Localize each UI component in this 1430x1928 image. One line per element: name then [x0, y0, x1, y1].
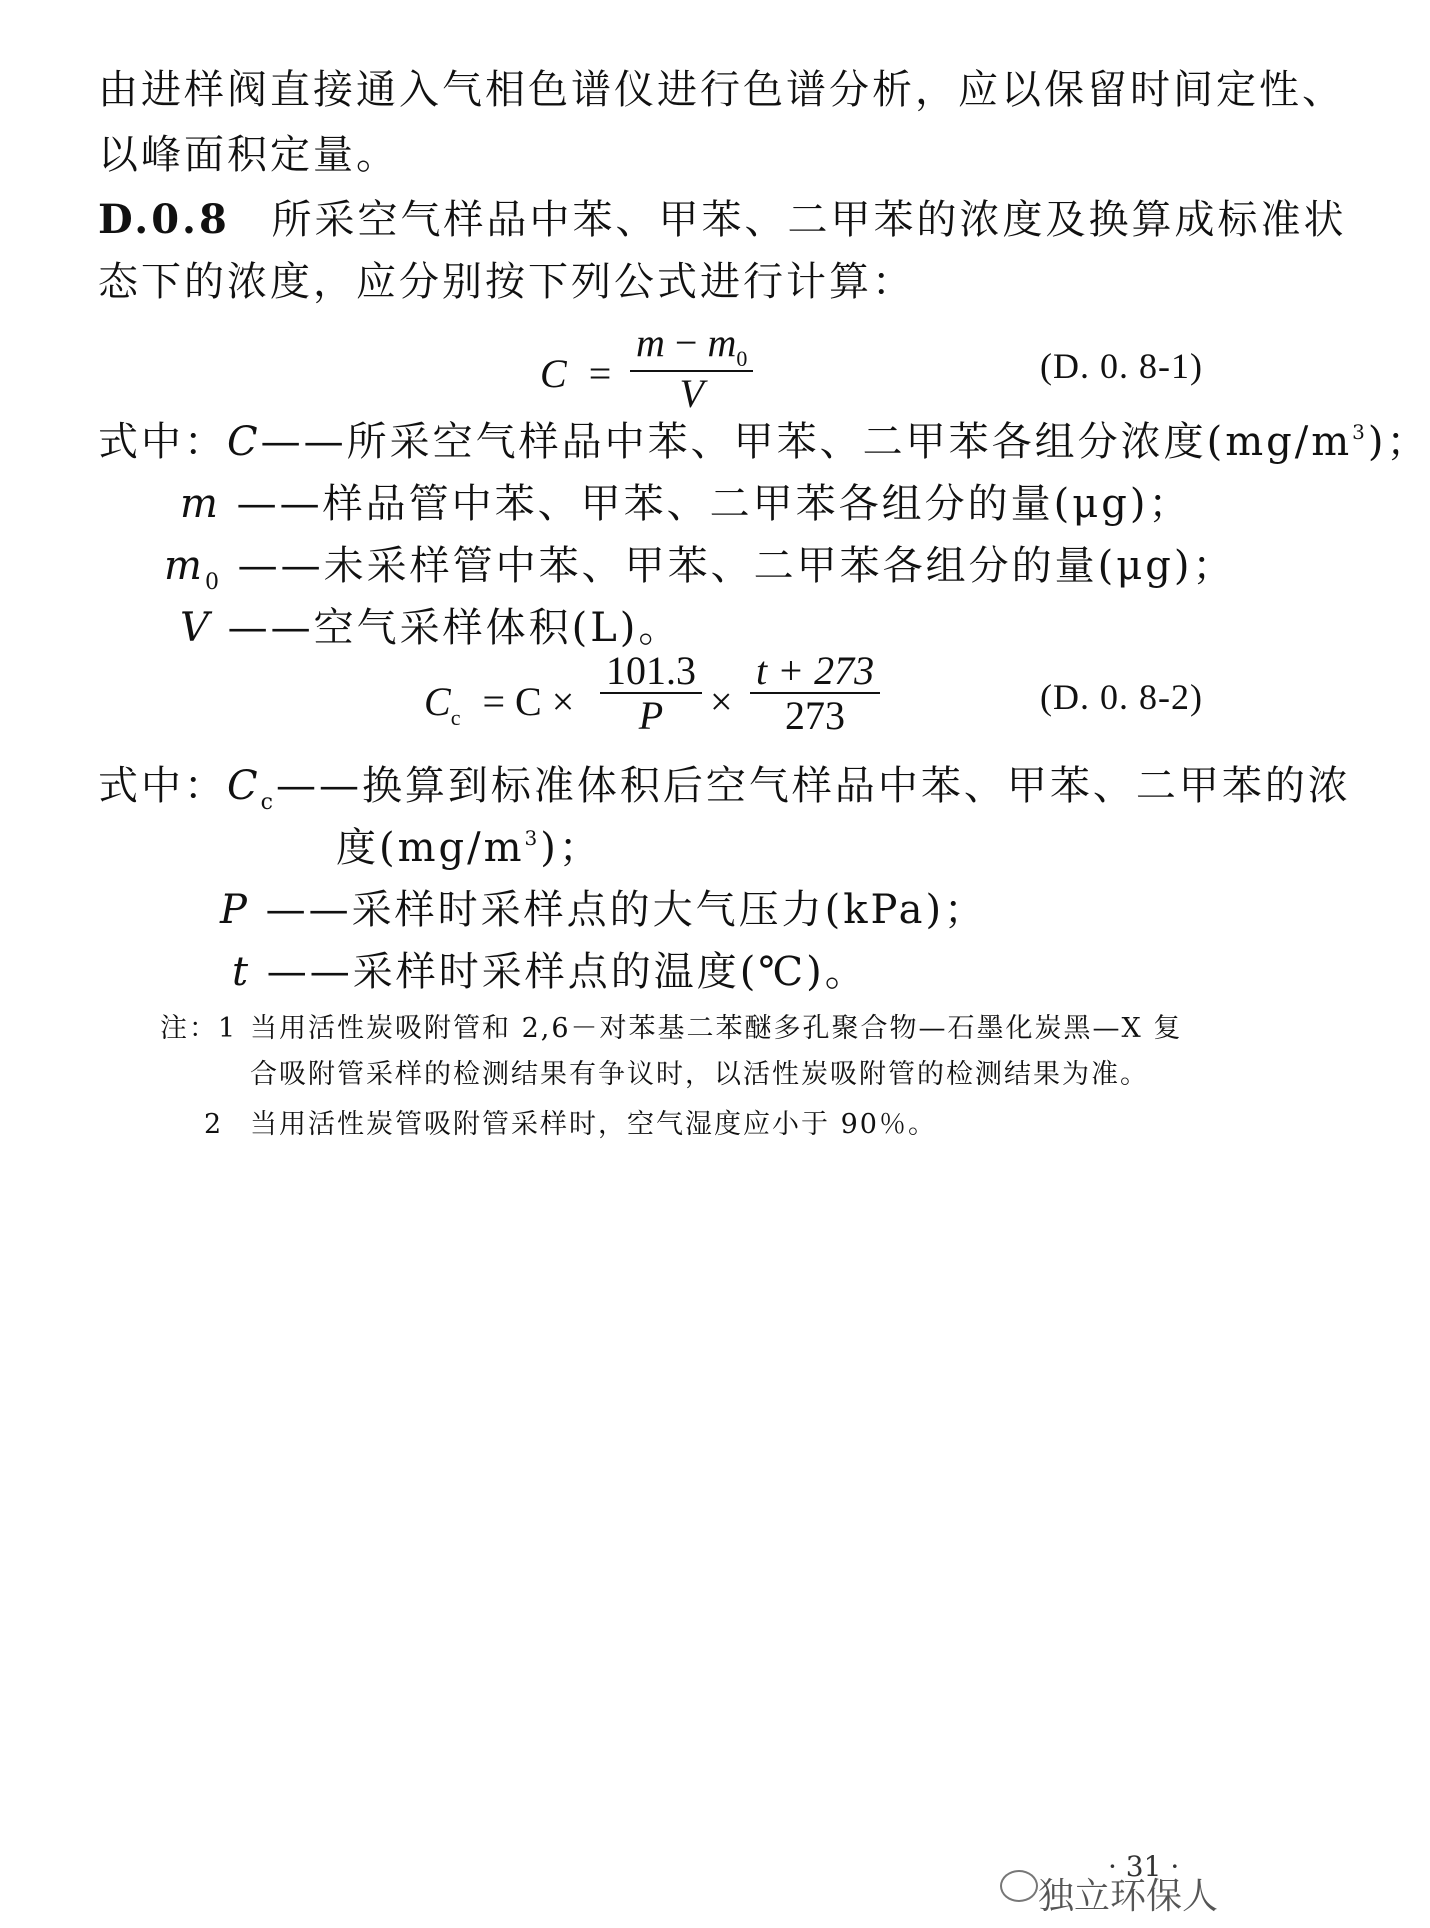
fraction-2a — [600, 650, 702, 738]
formula-1 — [540, 350, 611, 397]
formula-eq: = C × — [482, 679, 575, 724]
paragraph-line: 由进样阀直接通入气相色谱仪进行色谱分析，应以保留时间定性、 — [98, 67, 1345, 113]
paragraph-line: 以峰面积定量。 — [98, 132, 399, 178]
times-sign: × — [710, 679, 733, 724]
note-label: 2 — [204, 1109, 224, 1140]
where-line: P ——采样时采样点的大气压力(kPa)； — [220, 887, 988, 933]
note-label: 注：1 — [160, 1013, 238, 1044]
equation-number: (D. 0. 8-2) — [1040, 677, 1203, 717]
where-line: 式中：$C_c——$换算到标准体积后空气样品中苯、甲苯、二甲苯的浓 — [98, 763, 1351, 815]
page-number: · 31 · — [1108, 1850, 1180, 1883]
note-text: 当用活性炭吸附管和 2,6－对苯基二苯醚多孔聚合物—石墨化炭黑—X 复 — [250, 1013, 1183, 1044]
where-line: $m_0$ ——未采样管中苯、甲苯、二甲苯各组分的量(μg)； — [164, 543, 1236, 595]
equals-sign: = — [588, 351, 612, 396]
fraction-denominator: P — [638, 693, 664, 738]
where-line: m ——样品管中苯、甲苯、二甲苯各组分的量(μg)； — [180, 481, 1192, 527]
fraction-denominator: V — [679, 371, 704, 416]
fraction-1 — [630, 322, 753, 416]
where-line: V ——空气采样体积(L)。 — [180, 605, 682, 651]
where-line: 度$(mg/m^3)$； — [336, 825, 602, 871]
section-heading — [98, 196, 1347, 244]
paragraph-line: 态下的浓度，应分别按下列公式进行计算： — [98, 259, 915, 305]
wechat-icon — [1000, 1870, 1038, 1902]
equation-number: (D. 0. 8-1) — [1040, 346, 1203, 386]
fraction-numerator: t + 273 — [750, 650, 880, 694]
formula-lhs: C — [540, 351, 567, 396]
watermark-text: 独立环保人 — [1038, 1876, 1219, 1917]
fraction-numerator: $m - m_0$ — [630, 322, 753, 372]
section-text: 所采空气样品中苯、甲苯、二甲苯的浓度及换算成标准状 — [271, 197, 1347, 243]
fraction-2b — [750, 650, 880, 738]
section-number: D.0.8 — [98, 196, 230, 243]
note-text: 当用活性炭管吸附管采样时，空气湿度应小于 90％。 — [250, 1109, 937, 1140]
where-line: t ——采样时采样点的温度(℃)。 — [232, 949, 868, 995]
note-text: 合吸附管采样的检测结果有争议时，以活性炭吸附管的检测结果为准。 — [250, 1059, 1149, 1090]
fraction-denominator: 273 — [785, 693, 846, 738]
where-line: 式中：C——所采空气样品中苯、甲苯、二甲苯各组分浓度$(mg/m^3)$； — [98, 419, 1430, 465]
fraction-numerator: 101.3 — [600, 650, 702, 694]
formula-2: $C_c = C$ × — [424, 679, 575, 730]
formula-lhs: C — [424, 679, 451, 724]
